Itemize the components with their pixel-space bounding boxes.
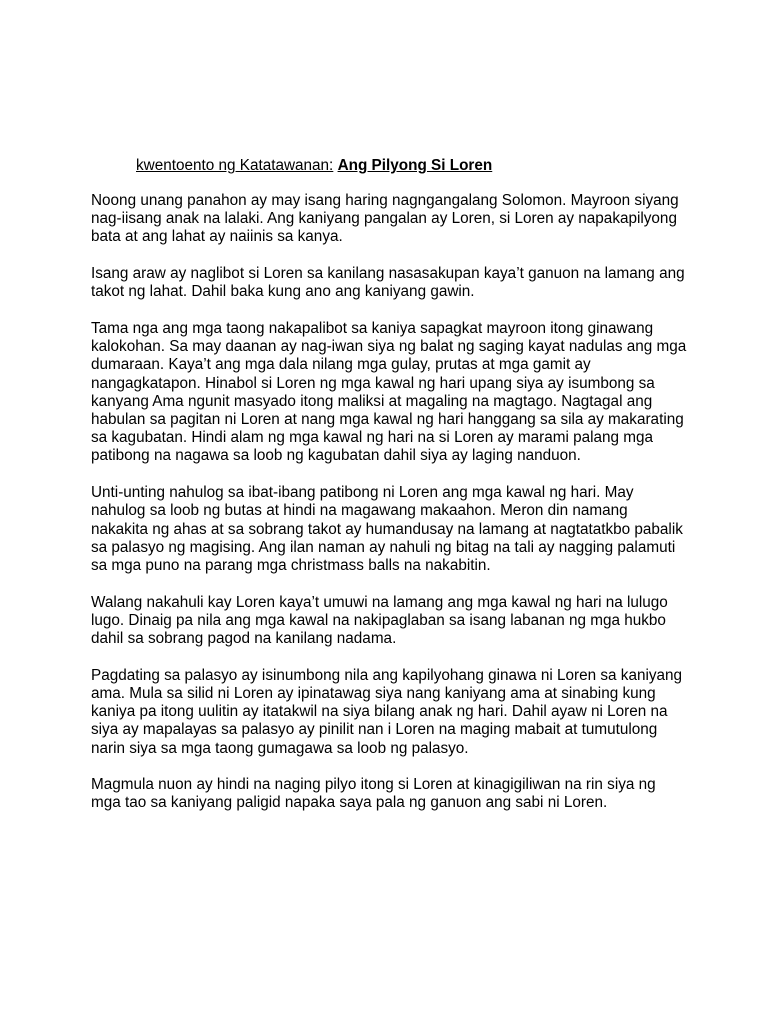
paragraph-line: kanyang Ama ngunit masyado itong maliksi at magaling na magtago. Nagtagal ang [91,392,653,410]
paragraph-2 [91,265,691,301]
paragraph-line: nangagkatapon. Hinabol si Loren ng mga kawal ng hari upang siya ay isumbong sa [91,374,655,392]
paragraph-line: kalokohan. Sa may daanan ay nag-iwan siya ng balat ng saging kayat nadulas ang mga [91,338,687,356]
paragraph-line: Isang araw ay naglibot si Loren sa kanilang nasasakupan kaya’t ganuon na lamang ang [91,265,685,283]
title-main: Ang Pilyong Si Loren [337,157,493,174]
paragraph-line: nahulog sa loob ng butas at hindi na magawang makaahon. Meron din namang [91,502,628,520]
paragraph-line: Magmula nuon ay hindi na naging pilyo itong si Loren at kinagigiliwan na rin siya ng [91,776,656,794]
paragraph-line: dahil sa sobrang pagod na kanilang nadama. [91,630,397,648]
paragraph-5 [91,594,691,649]
document-body [91,192,691,831]
paragraph-line: Tama nga ang mga taong nakapalibot sa kaniya sapagkat mayroon itong ginawang [91,320,654,338]
paragraph-line: sa kagubatan. Hindi alam ng mga kawal ng hari na si Loren ay marami palang mga [91,429,654,447]
paragraph-line: nag-iisang anak na lalaki. Ang kaniyang pangalan ay Loren, si Loren ay napakapilyong [91,210,677,228]
paragraph-1 [91,192,691,247]
paragraph-6 [91,667,691,758]
paragraph-line: sa palasyo ng magising. Ang ilan naman ay nahuli ng bitag na tali ay nagging palamuti [91,538,676,556]
paragraph-3 [91,320,691,466]
paragraph-line: Unti-unting nahulog sa ibat-ibang patibong ni Loren ang mga kawal ng hari. May [91,484,634,502]
paragraph-line: takot ng lahat. Dahil baka kung ano ang kaniyang gawin. [91,283,475,301]
paragraph-line: ama. Mula sa silid ni Loren ay ipinatawag siya nang kaniyang ama at sinabing kung [91,684,656,702]
paragraph-line: sa mga puno na parang mga christmass balls na nakabitin. [91,556,491,574]
paragraph-line: narin siya sa mga taong gumagawa sa loob ng palasyo. [91,739,469,757]
paragraph-line: mga tao sa kaniyang paligid napaka saya pala ng ganuon ang sabi ni Loren. [91,794,608,812]
paragraph-line: Pagdating sa palasyo ay isinumbong nila ang kapilyohang ginawa ni Loren sa kaniyang [91,666,683,684]
paragraph-line: nakakita ng ahas at sa sobrang takot ay humandusay na lamang at nagtatatkbo pabalik [91,520,683,538]
paragraph-line: Walang nakahuli kay Loren kaya’t umuwi na lamang ang mga kawal ng hari na lulugo [91,593,668,611]
document-title [136,157,736,175]
paragraph-line: habulan sa pagitan ni Loren at nang mga kawal ng hari hanggang sa sila ay makarating [91,411,684,429]
paragraph-line: siya ay mapalayas sa palasyo ay pinilit nan i Loren na maging mabait at tumutulong [91,721,658,739]
paragraph-line: bata at ang lahat ay naiinis sa kanya. [91,228,343,246]
title-prefix: kwentoento ng Katatawanan: [136,157,334,174]
paragraph-4 [91,484,691,575]
paragraph-7 [91,776,691,812]
paragraph-line: kaniya pa itong uulitin ay itatakwil na siya bilang anak ng hari. Dahil ayaw ni Loren na [91,703,668,721]
paragraph-line: dumaraan. Kaya’t ang mga dala nilang mga gulay, prutas at mga gamit ay [91,356,591,374]
paragraph-line: patibong na nagawa sa loob ng kagubatan dahil siya ay laging nanduon. [91,447,581,465]
paragraph-line: lugo. Dinaig pa nila ang mga kawal na nakipaglaban sa isang labanan ng mga hukbo [91,611,666,629]
paragraph-line: Noong unang panahon ay may isang haring nagngangalang Solomon. Mayroon siyang [91,192,679,209]
